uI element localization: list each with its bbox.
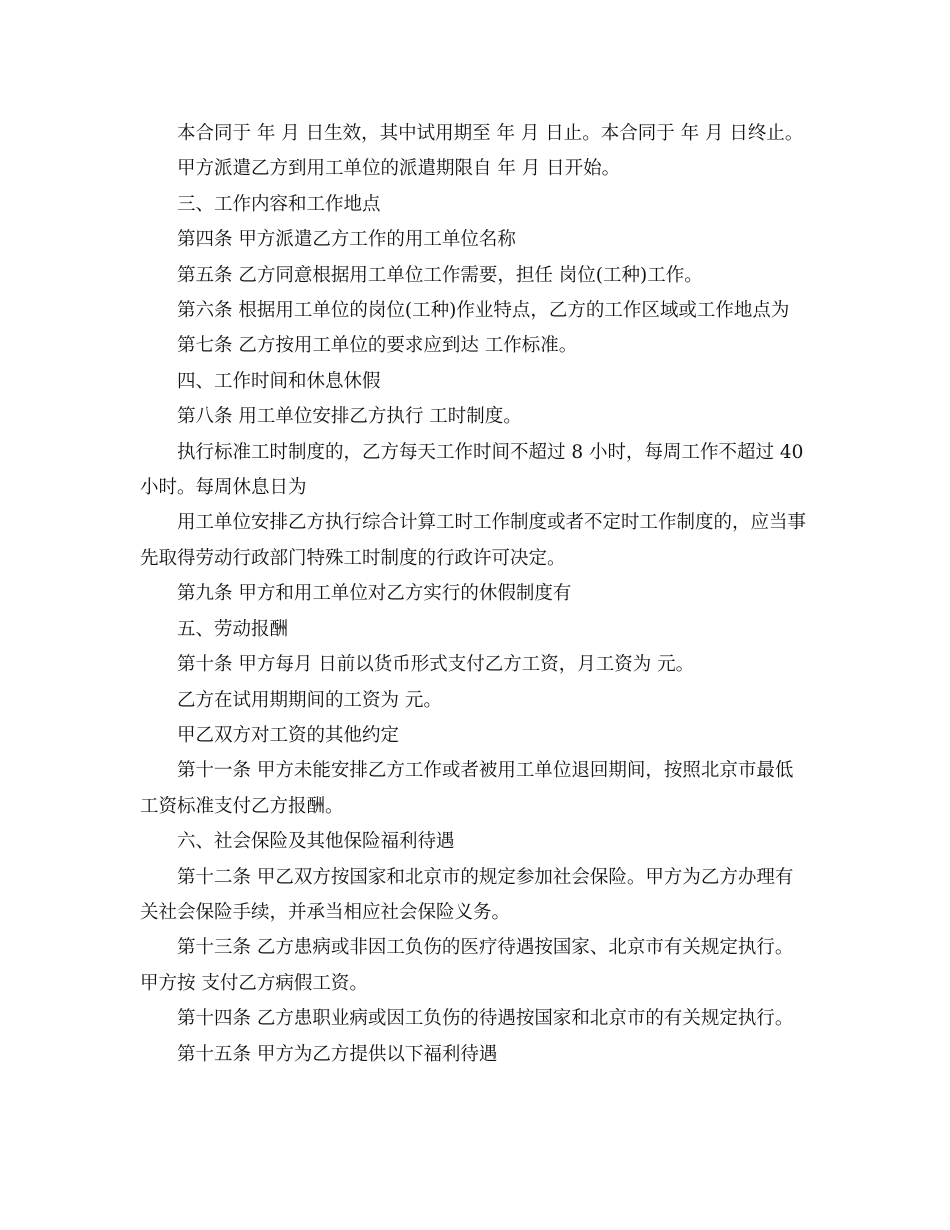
paragraph-other-wage-terms: 甲乙双方对工资的其他约定 <box>177 724 400 746</box>
article-5: 第五条 乙方同意根据用工单位工作需要，担任 岗位(工种)工作。 <box>177 264 703 286</box>
article-10: 第十条 甲方每月 日前以货币形式支付乙方工资，月工资为 元。 <box>177 654 695 676</box>
paragraph-contract-effective-date: 本合同于 年 月 日生效，其中试用期至 年 月 日止。本合同于 年 月 日终止。 <box>177 123 804 144</box>
paragraph-probation-wage: 乙方在试用期期间的工资为 元。 <box>177 689 442 711</box>
paragraph-special-hours: 用工单位安排乙方执行综合计算工时工作制度或者不定时工作制度的，应当事先取得劳动行政部门特殊工时制度的行政许可决定。 <box>140 512 807 569</box>
paragraph-standard-hours: 执行标准工时制度的，乙方每天工作时间不超过 8 小时，每周工作不超过 40 小时。每周休息日为 <box>140 441 804 499</box>
article-7: 第七条 乙方按用工单位的要求应到达 工作标准。 <box>177 335 578 357</box>
section-heading-remuneration: 五、劳动报酬 <box>177 618 289 640</box>
paragraph-dispatch-period: 甲方派遣乙方到用工单位的派遣期限自 年 月 日开始。 <box>177 158 621 180</box>
article-9: 第九条 甲方和用工单位对乙方实行的休假制度有 <box>177 583 572 605</box>
article-12: 第十二条 甲乙双方按国家和北京市的规定参加社会保险。甲方为乙方办理有关社会保险手续，并承当相应社会保险义务。 <box>140 866 794 923</box>
article-4: 第四条 甲方派遣乙方工作的用工单位名称 <box>177 229 516 251</box>
article-15: 第十五条 甲方为乙方提供以下福利待遇 <box>177 1043 498 1065</box>
document-body <box>140 116 810 1072</box>
article-11: 第十一条 甲方未能安排乙方工作或者被用工单位退回期间，按照北京市最低工资标准支付乙方报酬。 <box>140 760 794 817</box>
article-14: 第十四条 乙方患职业病或因工负伤的待遇按国家和北京市的有关规定执行。 <box>177 1008 794 1030</box>
section-heading-work-hours: 四、工作时间和休息休假 <box>177 370 381 392</box>
section-heading-social-insurance: 六、社会保险及其他保险福利待遇 <box>177 831 455 853</box>
article-13: 第十三条 乙方患病或非因工负伤的医疗待遇按国家、北京市有关规定执行。甲方按 支付乙方病假工资。 <box>140 937 794 994</box>
article-6: 第六条 根据用工单位的岗位(工种)作业特点，乙方的工作区域或工作地点为 <box>177 300 790 322</box>
section-heading-work-content: 三、工作内容和工作地点 <box>177 193 381 215</box>
article-8: 第八条 用工单位安排乙方执行 工时制度。 <box>177 406 522 428</box>
